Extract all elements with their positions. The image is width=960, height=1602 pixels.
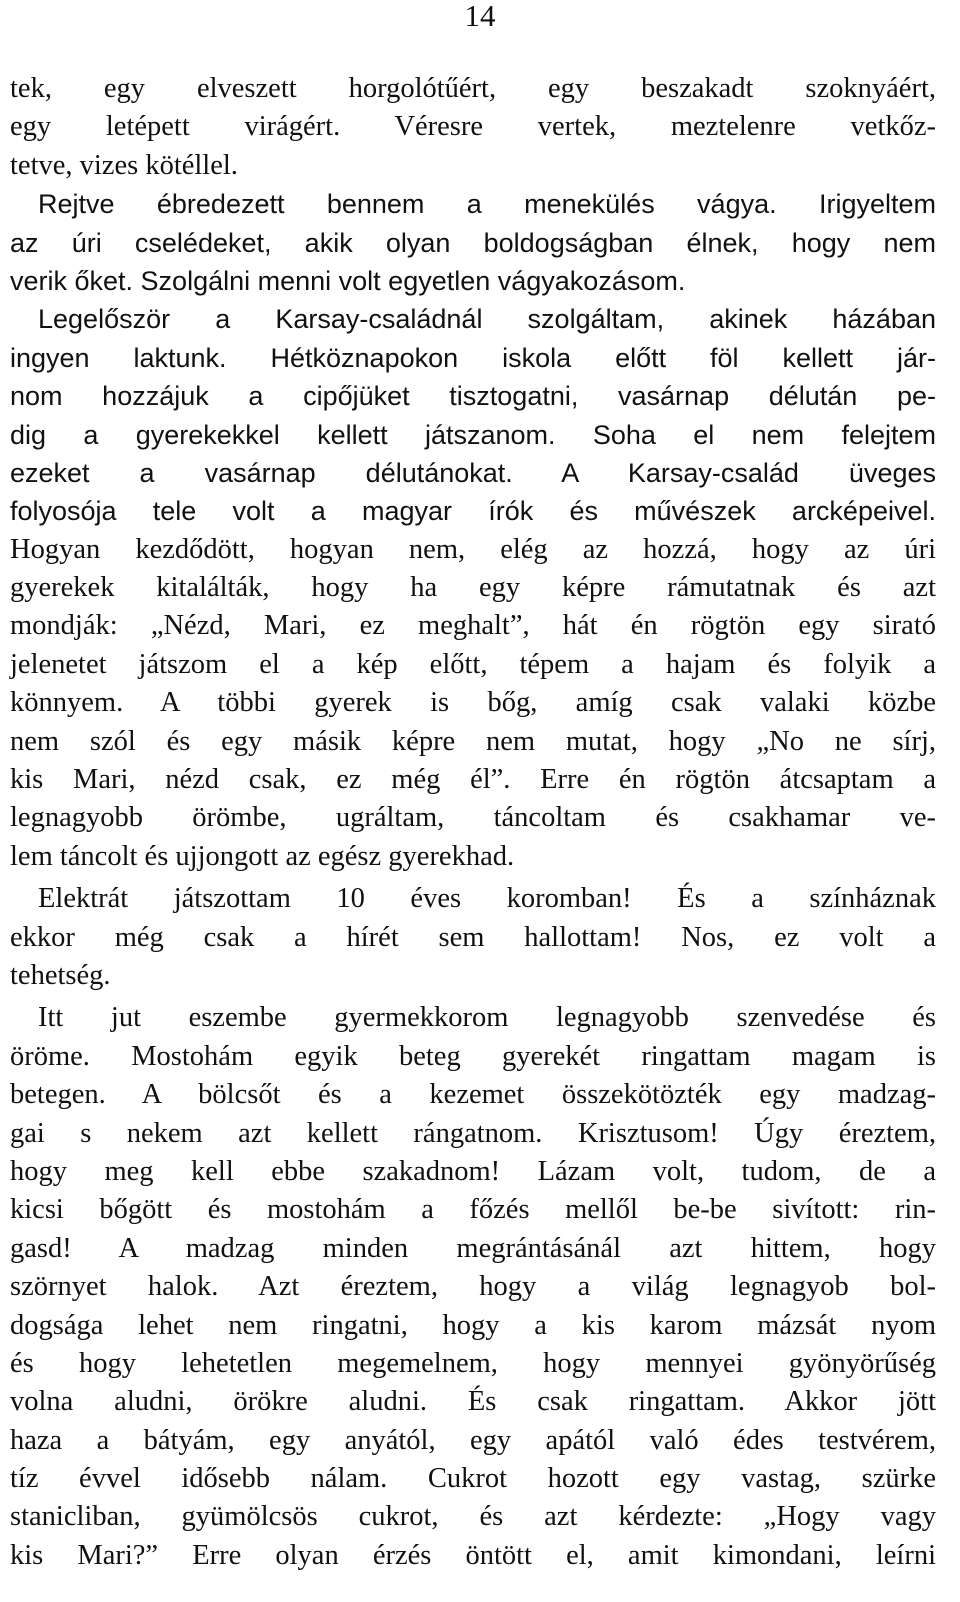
text-line: Hogyan kezdődött, hogyan nem, elég az hozzá, hogy az úri <box>10 533 936 565</box>
text-line: legnagyobb örömbe, ugráltam, táncoltam és csakhamar ve- <box>10 802 936 834</box>
text-line: betegen. A bölcsőt és a kezemet összekötözték egy madzag- <box>10 1079 936 1111</box>
text-line: mondják: „Nézd, Mari, ez meghalt”, hát én rögtön egy sirató <box>10 610 936 642</box>
text-line: tehetség. <box>10 959 111 991</box>
text-line: jelenetet játszom el a kép előtt, tépem a hajam és folyik a <box>10 648 936 680</box>
text-line: öröme. Mostohám egyik beteg gyerekét ringattam magam is <box>10 1040 936 1072</box>
text-line: stanicliban, gyümölcsös cukrot, és azt kérdezte: „Hogy vagy <box>10 1501 936 1533</box>
text-line: tek, egy elveszett horgolótűért, egy beszakadt szoknyáért, <box>10 73 936 104</box>
page-number: 14 <box>464 0 496 33</box>
text-line: verik őket. Szolgálni menni volt egyetlen vágyakozásom. <box>10 265 686 296</box>
text-line: nom hozzájuk a cipőjüket tisztogatni, vasárnap délután pe- <box>10 381 936 412</box>
text-line: szörnyet halok. Azt éreztem, hogy a világ legnagyob bol- <box>10 1271 936 1303</box>
text-line: könnyem. A többi gyerek is bőg, amíg csak valaki közbe <box>10 687 936 719</box>
text-line: haza a bátyám, egy anyától, egy apától való édes testvérem, <box>10 1424 936 1456</box>
text-line: tetve, vizes kötéllel. <box>10 149 238 181</box>
text-line: Itt jut eszembe gyermekkorom legnagyobb szenvedése és <box>38 1002 936 1034</box>
text-line: kis Mari, nézd csak, ez még él”. Erre én rögtön átcsaptam a <box>10 764 936 796</box>
text-line: ekkor még csak a hírét sem hallottam! Nos, ez volt a <box>10 921 936 953</box>
text-line: dig a gyerekekkel kellett játszanom. Soha el nem felejtem <box>10 419 936 450</box>
text-line: folyosója tele volt a magyar írók és művészek arcképeivel. <box>10 496 936 527</box>
text-line: kicsi bőgött és mostohám a főzés mellől be-be sivított: rin- <box>10 1194 936 1226</box>
text-line: tíz évvel idősebb nálam. Cukrot hozott egy vastag, szürke <box>10 1463 936 1495</box>
text-line: lem táncolt és ujjongott az egész gyerekhad. <box>10 840 515 872</box>
text-line: ezeket a vasárnap délutánokat. A Karsay-család üveges <box>10 457 936 488</box>
text-line: és hogy lehetetlen megemelnem, hogy mennyei gyönyörűség <box>10 1347 936 1379</box>
text-line: ingyen laktunk. Hétköznapokon iskola előtt föl kellett jár- <box>10 342 936 373</box>
body-text <box>10 70 936 1575</box>
text-line: hogy meg kell ebbe szakadnom! Lázam volt, tudom, de a <box>10 1155 936 1187</box>
text-line: volna aludni, örökre aludni. És csak ringattam. Akkor jött <box>10 1386 936 1418</box>
text-line: egy letépett virágért. Véresre vertek, meztelenre vetkőz- <box>10 111 936 143</box>
text-line: gai s nekem azt kellett rángatnom. Krisztusom! Úgy éreztem, <box>10 1117 936 1149</box>
text-line: Elektrát játszottam 10 éves koromban! És a színháznak <box>38 883 936 915</box>
text-line: az úri cselédeket, akik olyan boldogságban élnek, hogy nem <box>10 227 936 258</box>
text-line: kis Mari?” Erre olyan érzés öntött el, amit kimondani, leírni <box>10 1539 936 1571</box>
text-line: nem szól és egy másik képre nem mutat, hogy „No ne sírj, <box>10 725 936 757</box>
text-line: Legelőször a Karsay-családnál szolgáltam, akinek házában <box>38 304 936 335</box>
text-line: gasd! A madzag minden megrántásánál azt hittem, hogy <box>10 1232 936 1264</box>
text-line: dogsága lehet nem ringatni, hogy a kis karom mázsát nyom <box>10 1309 936 1341</box>
text-line: gyerekek kitalálták, hogy ha egy képre rámutatnak és azt <box>10 572 936 604</box>
text-line: Rejtve ébredezett bennem a menekülés vágya. Irigyeltem <box>38 189 936 220</box>
